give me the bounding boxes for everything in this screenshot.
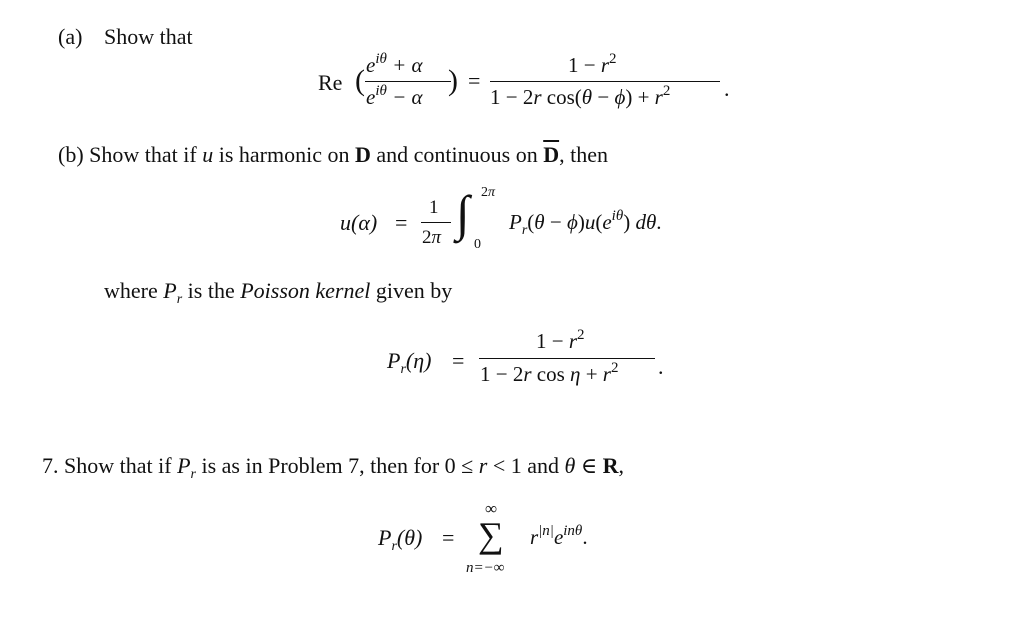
summand: $r^{|n|}e^{in\theta}$. xyxy=(530,523,588,549)
paren-close: ) xyxy=(448,64,458,97)
kernel-numerator: $1 - r^2$ xyxy=(536,327,585,353)
and-word: and xyxy=(527,453,559,478)
lhs-numerator: $e^{i\theta} + \alpha$ xyxy=(366,51,423,77)
upper-limit: 2π xyxy=(481,185,496,200)
lower-limit: 0 xyxy=(474,237,481,252)
equals-sign: = xyxy=(395,210,408,235)
kernel-lhs: $P_r(\eta)$ xyxy=(387,348,432,377)
var-p: $P_r$ xyxy=(177,453,196,482)
set-r: R xyxy=(602,453,619,478)
coef-fraction-bar xyxy=(421,222,451,223)
end-period: . xyxy=(658,354,664,379)
part-b-mid1: is harmonic on xyxy=(218,142,350,167)
lhs-fraction-bar xyxy=(365,81,451,82)
series-lhs: $P_r(\theta)$ xyxy=(378,525,423,554)
condition-r: 0 ≤ r < 1 xyxy=(444,453,522,478)
problem-7-mid: is as in Problem 7, then for xyxy=(201,453,440,478)
sum-upper: ∞ xyxy=(485,499,498,518)
rhs-fraction-bar xyxy=(490,81,720,82)
integrand: $P_r(\theta - \phi)u(e^{i\theta})$ dθ. xyxy=(509,208,662,238)
equals-sign: = xyxy=(442,525,455,550)
kernel-denominator: 1 − 2r $\cos \eta + r^2$ xyxy=(480,360,619,386)
problem-number: 7. xyxy=(42,453,59,478)
lhs-denominator: $e^{i\theta} - \alpha$ xyxy=(366,83,423,109)
coef-denominator: 2π xyxy=(422,227,442,248)
condition-theta: θ ∈ xyxy=(564,453,598,478)
part-b-prefix: Show that if xyxy=(89,142,197,167)
where-mid: is the xyxy=(187,278,235,303)
sum-lower: n=−∞ xyxy=(466,560,505,576)
coef-numerator: 1 xyxy=(429,197,439,218)
integral-sign: ∫ xyxy=(456,185,470,241)
set-d: D xyxy=(354,142,371,167)
rhs-denominator: 1 − 2r $\cos(\theta - \phi) + r^2$ xyxy=(490,83,671,109)
var-p: $P_r$ xyxy=(163,278,183,307)
part-b-suffix: , then xyxy=(559,142,608,167)
comma: , xyxy=(618,453,624,478)
sum-sign: ∑ xyxy=(478,515,504,555)
problem-7-prefix: Show that if xyxy=(64,453,172,478)
equals-sign: = xyxy=(468,68,481,93)
end-period: . xyxy=(724,76,730,101)
equals-sign: = xyxy=(452,348,465,373)
where-suffix: given by xyxy=(375,278,453,303)
part-b-mid2: and continuous on xyxy=(376,142,538,167)
problem-7-sentence xyxy=(42,453,624,482)
var-u: u xyxy=(202,142,214,167)
part-a-intro: Show that xyxy=(104,24,193,49)
part-b-label: (b) xyxy=(58,142,84,167)
part-a-label: (a) xyxy=(58,24,83,49)
poisson-kernel-term: Poisson kernel xyxy=(240,278,371,303)
set-d-closure: $\overline{D}$ xyxy=(543,142,560,167)
paren-open: ( xyxy=(355,64,365,97)
where-sentence xyxy=(104,278,453,307)
where-prefix: where xyxy=(104,278,158,303)
kernel-fraction-bar xyxy=(479,358,655,359)
u-alpha-lhs: u(α) xyxy=(340,210,378,235)
part-b-sentence xyxy=(58,144,608,166)
rhs-numerator: $1 - r^2$ xyxy=(568,51,617,77)
re-operator: Re xyxy=(318,70,343,95)
